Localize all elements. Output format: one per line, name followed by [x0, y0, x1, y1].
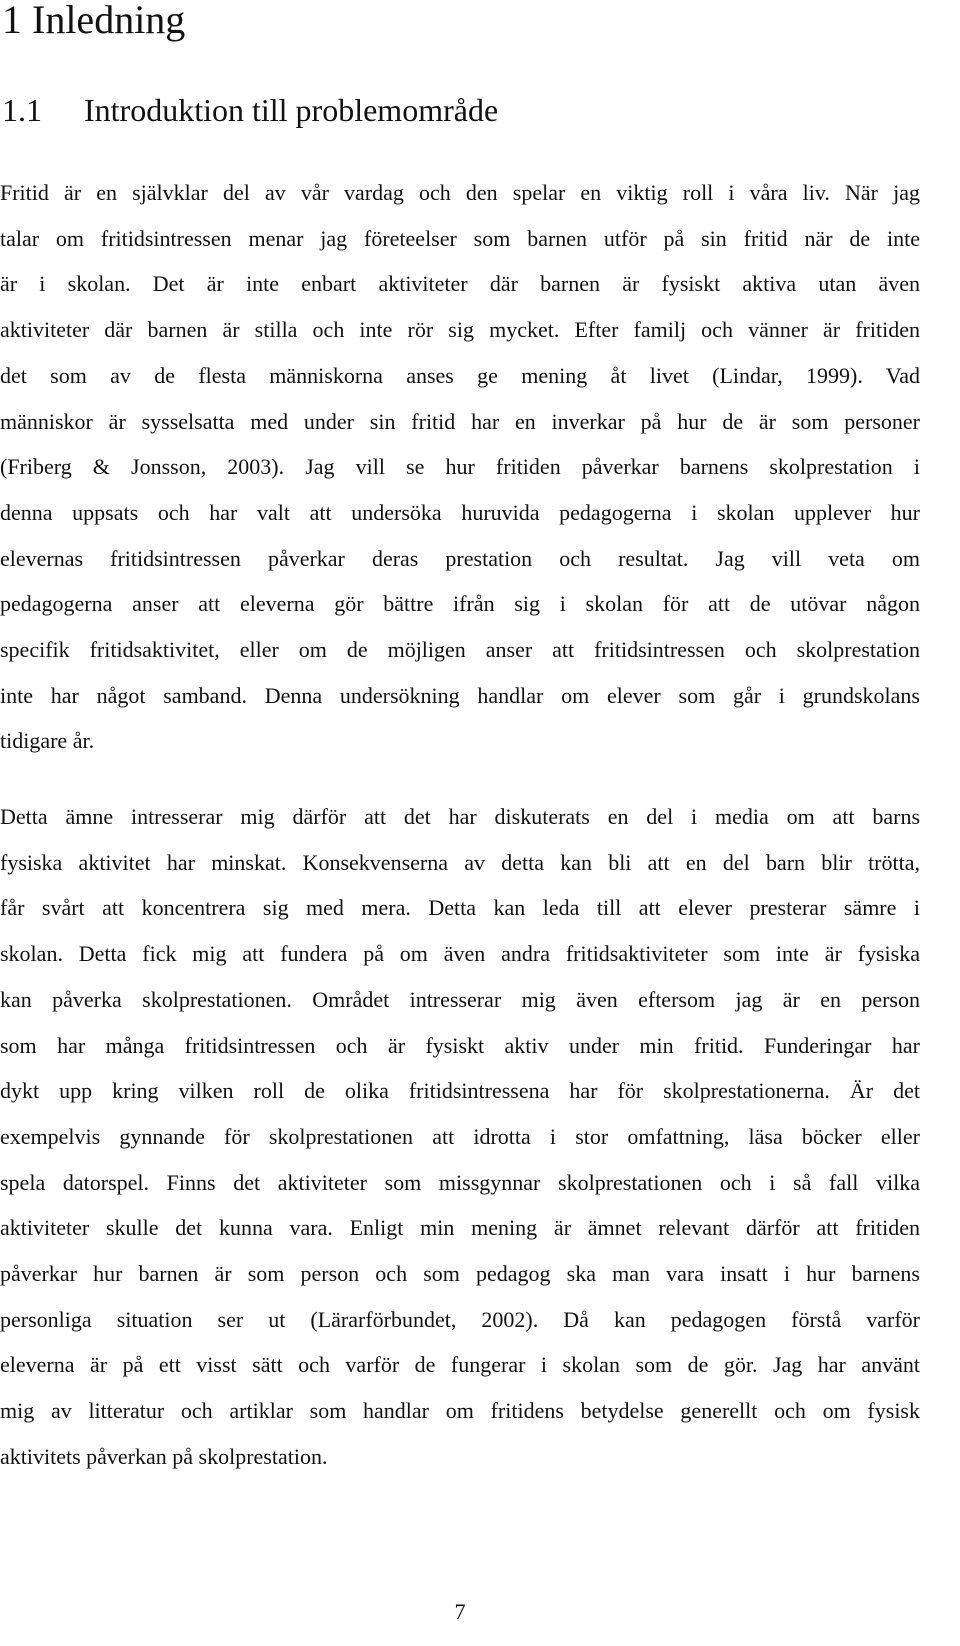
section-number: 1.1: [2, 92, 42, 128]
section-heading: [2, 90, 498, 130]
text-line: personliga situation ser ut (Lärarförbundet, 2002). Då kan pedagogen förstå varför: [0, 1306, 920, 1332]
text-line: dykt upp kring vilken roll de olika fritidsintressena har för skolprestationerna. Är det: [0, 1078, 920, 1104]
text-line: det som av de flesta människorna anses ge mening åt livet (Lindar, 1999). Vad: [0, 362, 920, 388]
text-line: specifik fritidsaktivitet, eller om de möjligen anser att fritidsintressen och skolprestation: [0, 637, 920, 663]
text-line: elevernas fritidsintressen påverkar deras prestation och resultat. Jag vill veta om: [0, 545, 920, 571]
section-title: Introduktion till problemområde: [84, 92, 499, 128]
text-line: exempelvis gynnande för skolprestationen att idrotta i stor omfattning, läsa böcker eller: [0, 1123, 920, 1149]
text-line: får svårt att koncentrera sig med mera. Detta kan leda till att elever presterar sämre i: [0, 895, 920, 921]
text-line: påverkar hur barnen är som person och som pedagog ska man vara insatt i hur barnens: [0, 1261, 920, 1287]
text-line: Detta ämne intresserar mig därför att det har diskuterats en del i media om att barns: [0, 804, 920, 829]
text-line: mig av litteratur och artiklar som handlar om fritidens betydelse generellt och om fysisk: [0, 1398, 920, 1424]
text-line: spela datorspel. Finns det aktiviteter som missgynnar skolprestationen och i så fall vilka: [0, 1169, 920, 1195]
text-line: aktivitets påverkan på skolprestation.: [0, 1443, 328, 1469]
paragraph-motivation: [0, 794, 920, 1480]
text-line: kan påverka skolprestationen. Området intresserar mig även eftersom jag är en person: [0, 986, 920, 1012]
text-line: inte har något samband. Denna undersökning handlar om elever som går i grundskolans: [0, 682, 920, 708]
text-line: tidigare år.: [0, 728, 95, 754]
text-line: är i skolan. Det är inte enbart aktiviteter där barnen är fysiskt aktiva utan även: [0, 271, 920, 297]
text-line: människor är sysselsatta med under sin fritid har en inverkar på hur de är som personer: [0, 408, 920, 434]
text-line: som har många fritidsintressen och är fysiskt aktiv under min fritid. Funderingar har: [0, 1032, 920, 1058]
text-line: (Friberg & Jonsson, 2003). Jag vill se hur fritiden påverkar barnens skolprestation i: [0, 454, 920, 480]
text-line: fysiska aktivitet har minskat. Konsekvenserna av detta kan bli att en del barn blir trötta,: [0, 849, 920, 875]
text-line: skolan. Detta fick mig att fundera på om även andra fritidsaktiviteter som inte är fysiska: [0, 941, 920, 967]
page-number: 7: [454, 1599, 466, 1624]
text-line: aktiviteter skulle det kunna vara. Enligt min mening är ämnet relevant därför att fritiden: [0, 1215, 920, 1241]
paragraph-introduction: [0, 170, 920, 764]
text-line: talar om fritidsintressen menar jag företeelser som barnen utför på sin fritid när de inte: [0, 225, 920, 251]
text-line: aktiviteter där barnen är stilla och inte rör sig mycket. Efter familj och vänner är fritiden: [0, 317, 920, 343]
text-line: pedagogerna anser att eleverna gör bättre ifrån sig i skolan för att de utövar någon: [0, 591, 920, 617]
text-line: Fritid är en självklar del av vår vardag och den spelar en viktig roll i våra liv. När jag: [0, 180, 920, 205]
text-line: eleverna är på ett visst sätt och varför de fungerar i skolan som de gör. Jag har använt: [0, 1352, 920, 1378]
chapter-heading: 1 Inledning: [2, 0, 186, 42]
text-line: denna uppsats och har valt att undersöka huruvida pedagogerna i skolan upplever hur: [0, 499, 920, 525]
